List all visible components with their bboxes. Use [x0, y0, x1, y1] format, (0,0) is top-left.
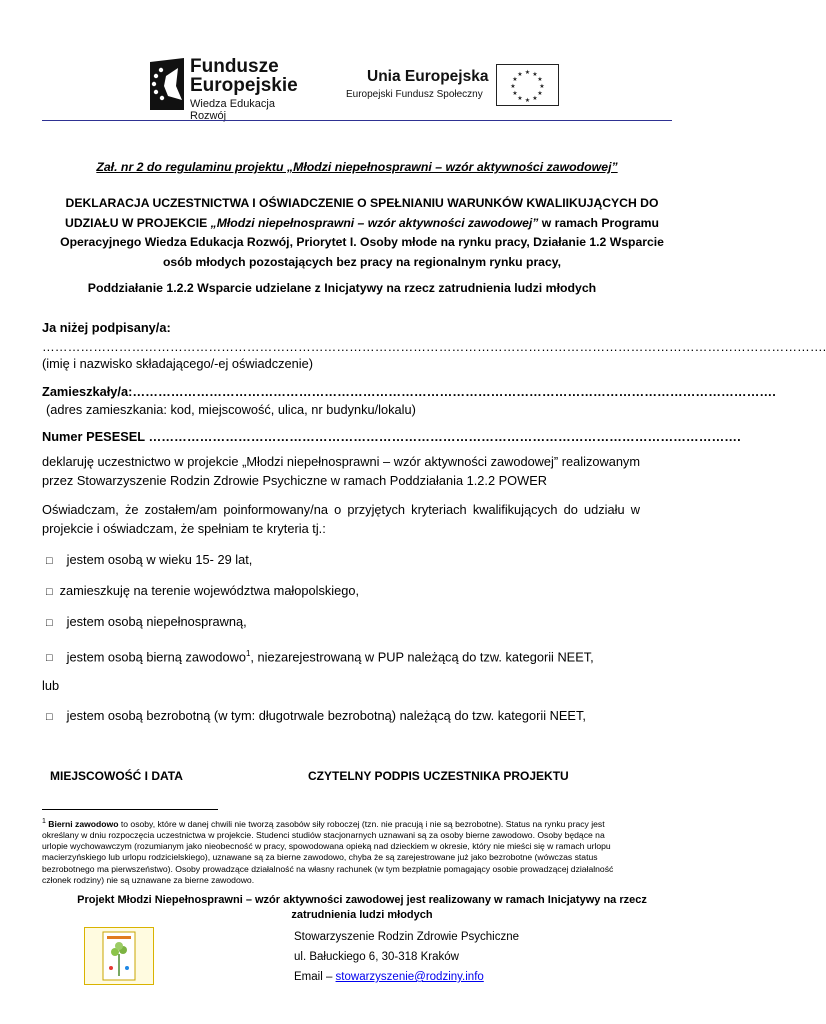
svg-text:★: ★ — [537, 90, 543, 97]
checkbox-icon[interactable]: □ — [46, 555, 53, 567]
checkbox-icon[interactable]: □ — [46, 652, 53, 665]
address-label: Zamieszkały/a: — [42, 384, 133, 399]
fe-logo-line2: Europejskie — [190, 75, 298, 96]
org-email-row — [294, 967, 519, 987]
address-row — [42, 382, 776, 401]
signed-label: Ja niżej podpisany/a: — [42, 320, 171, 335]
annex-title: Zał. nr 2 do regulaminu projektu „Młodzi niepełnosprawni – wzór aktywności zawodowej” — [96, 160, 618, 174]
svg-text:★: ★ — [524, 97, 531, 104]
place-date-label: MIEJSCOWOŚĆ I DATA — [50, 769, 183, 783]
footnote-number: 1 — [42, 818, 46, 825]
footnote-term: Bierni zawodowo — [48, 818, 119, 829]
decl-line2-a: UDZIAŁU W PROJEKCIE — [65, 215, 211, 230]
criterion-label: jestem osobą w wieku 15- 29 lat, — [66, 552, 253, 567]
criterion-residence[interactable] — [46, 582, 359, 601]
criterion-label-a: jestem osobą bierną zawodowo — [66, 649, 246, 665]
svg-text:★: ★ — [539, 83, 545, 90]
header-divider — [42, 120, 672, 121]
footnote-line6: członek rodziny) nie są uznawane za bierne zawodowo. — [42, 874, 255, 885]
footnote-divider — [42, 809, 218, 810]
sub-action-title: Poddziałanie 1.2.2 Wsparcie udzielane z Inicjatywy na rzecz zatrudnienia ludzi młodych — [87, 281, 597, 295]
criterion-unemployed[interactable] — [46, 707, 586, 726]
pesel-row — [42, 427, 741, 446]
footnote — [42, 816, 642, 886]
signed-name-field[interactable]: …………………………………………………………………………………………………………………………………………………………………. — [42, 339, 826, 354]
address-hint: (adres zamieszkania: kod, miejscowość, ulica, nr budynku/lokalu) — [46, 402, 416, 417]
association-logo — [84, 927, 154, 985]
participation-line1: deklaruję uczestnictwo w projekcie „Młodzi niepełnosprawni – wzór aktywności zawodowej” realizowanym — [42, 454, 640, 469]
email-label: Email – — [294, 971, 336, 983]
svg-text:★: ★ — [532, 71, 538, 78]
decl-line2 — [30, 214, 694, 234]
footnote-ref[interactable]: 1 — [245, 649, 251, 658]
decl-line4: osób młodych pozostających bez pracy na regionalnym rynku pracy, — [162, 254, 561, 269]
criterion-label: zamieszkuję na terenie województwa małopolskiego, — [59, 583, 360, 598]
fundusze-europejskie-logo — [148, 56, 313, 122]
footnote-line4: macierzyńskiego lub urlopu rodzicielskiego), uznawane są za bierne zawodowo, chyba że są zarejestrowane już jako bezrobotne (wówczas status — [42, 852, 598, 863]
org-name: Stowarzyszenie Rodzin Zdrowie Psychiczne — [294, 931, 519, 943]
participation-paragraph — [42, 452, 640, 490]
criterion-disability[interactable] — [46, 613, 247, 632]
checkbox-icon[interactable]: □ — [46, 586, 53, 598]
eu-flag-icon — [496, 64, 559, 106]
criterion-label: jestem osobą bezrobotną (w tym: długotrwale bezrobotną) należącą do tzw. kategorii NEET, — [66, 708, 586, 723]
svg-text:★: ★ — [517, 71, 523, 78]
checkbox-icon[interactable]: □ — [46, 711, 53, 723]
svg-text:★: ★ — [537, 76, 543, 83]
footer-project-line1: Projekt Młodzi Niepełnosprawni – wzór aktywności zawodowej jest realizowany w ramach Inicjatywy na rzecz — [77, 894, 647, 906]
svg-text:★: ★ — [524, 69, 531, 76]
decl-line3: Operacyjnego Wiedza Edukacja Rozwój, Priorytet I. Osoby młode na rynku pracy, Działanie 1.2 Wsparcie — [60, 235, 664, 249]
criterion-age[interactable] — [46, 551, 252, 570]
participation-line2: przez Stowarzyszenie Rodzin Zdrowie Psychiczne w ramach Poddziałania 1.2.2 POWER — [42, 473, 547, 488]
address-field[interactable]: ……………………………………………………………………………………………………………………………………. — [132, 384, 776, 399]
footnote-text1: to osoby, które w danej chwili nie tworzą zasobów siły roboczej (tzn. nie pracują i nie są bezrobotne). Status na rynku pracy jest — [118, 818, 605, 829]
pesel-label: Numer PESESEL — [42, 429, 145, 444]
pesel-field[interactable]: …………………………………………………………………………………………………………………………. — [144, 429, 741, 444]
svg-text:★: ★ — [532, 95, 538, 102]
ue-logo-line1: Unia Europejska — [367, 68, 489, 85]
statement-line2: projekcie i oświadczam, że spełniam te kryteria tj.: — [42, 521, 326, 536]
fe-logo-line3: Wiedza Edukacja Rozwój — [190, 98, 275, 122]
footnote-line5: bezrobotnego ma pierwszeństwo). Osoby prowadzące działalność na własny rachunek (w tym bezpłatnie pomagający osobie prowadzącej działalność — [42, 863, 614, 874]
declaration-title — [30, 194, 694, 272]
footnote-line2: określany w dniu rozpoczęcia uczestnictwa w projekcie. Studenci studiów stacjonarnych uznawani są za osoby bierne zawodowo. Osoby będące na — [42, 830, 605, 841]
criterion-inactive[interactable] — [46, 645, 594, 667]
or-label: lub — [42, 678, 60, 693]
svg-text:★: ★ — [512, 76, 518, 83]
name-hint: (imię i nazwisko składającego/-ej oświadczenie) — [42, 356, 313, 371]
ue-logo-line2: Europejski Fundusz Społeczny — [346, 89, 483, 100]
footnote-line3: urlopie wychowawczym (rozumianym jako nieobecność w pracy, spowodowana opieką nad dzieckiem w okresie, który nie mieści się w ramach urlopu — [42, 841, 611, 852]
criterion-label: jestem osobą niepełnosprawną, — [66, 614, 247, 629]
footer-project-line2: zatrudnienia ludzi młodych — [291, 909, 433, 921]
checkbox-icon[interactable]: □ — [46, 617, 53, 629]
decl-line2-c: w ramach Programu — [538, 215, 659, 230]
footer-project-note — [62, 893, 662, 923]
statement-paragraph — [42, 500, 640, 538]
svg-text:★: ★ — [517, 95, 523, 102]
fe-logo-line1: Fundusze — [190, 56, 279, 77]
footnote-line1 — [42, 816, 642, 830]
decl-line1: DEKLARACJA UCZESTNICTWA I OŚWIADCZENIE O SPEŁNIANIU WARUNKÓW KWALIIKUJĄCYCH DO — [65, 196, 659, 210]
svg-text:★: ★ — [510, 83, 516, 90]
tree-logo-icon — [85, 928, 153, 984]
criterion-label-b: , niezarejestrowaną w PUP należącą do tzw. kategorii NEET, — [250, 649, 594, 665]
svg-text:★: ★ — [512, 90, 518, 97]
unia-europejska-logo — [342, 64, 564, 112]
email-link[interactable]: stowarzyszenie@rodziny.info — [335, 971, 484, 983]
org-street: ul. Bałuckiego 6, 30-318 Kraków — [294, 951, 459, 963]
statement-line1: Oświadczam, że zostałem/am poinformowany/na o przyjętych kryteriach kwalifikujących do udziału w — [42, 502, 640, 517]
address-block — [294, 927, 519, 987]
fe-star-flag-icon — [148, 56, 186, 112]
signature-label: CZYTELNY PODPIS UCZESTNIKA PROJEKTU — [308, 769, 569, 783]
project-name: „Młodzi niepełnosprawni – wzór aktywności zawodowej” — [210, 215, 539, 230]
